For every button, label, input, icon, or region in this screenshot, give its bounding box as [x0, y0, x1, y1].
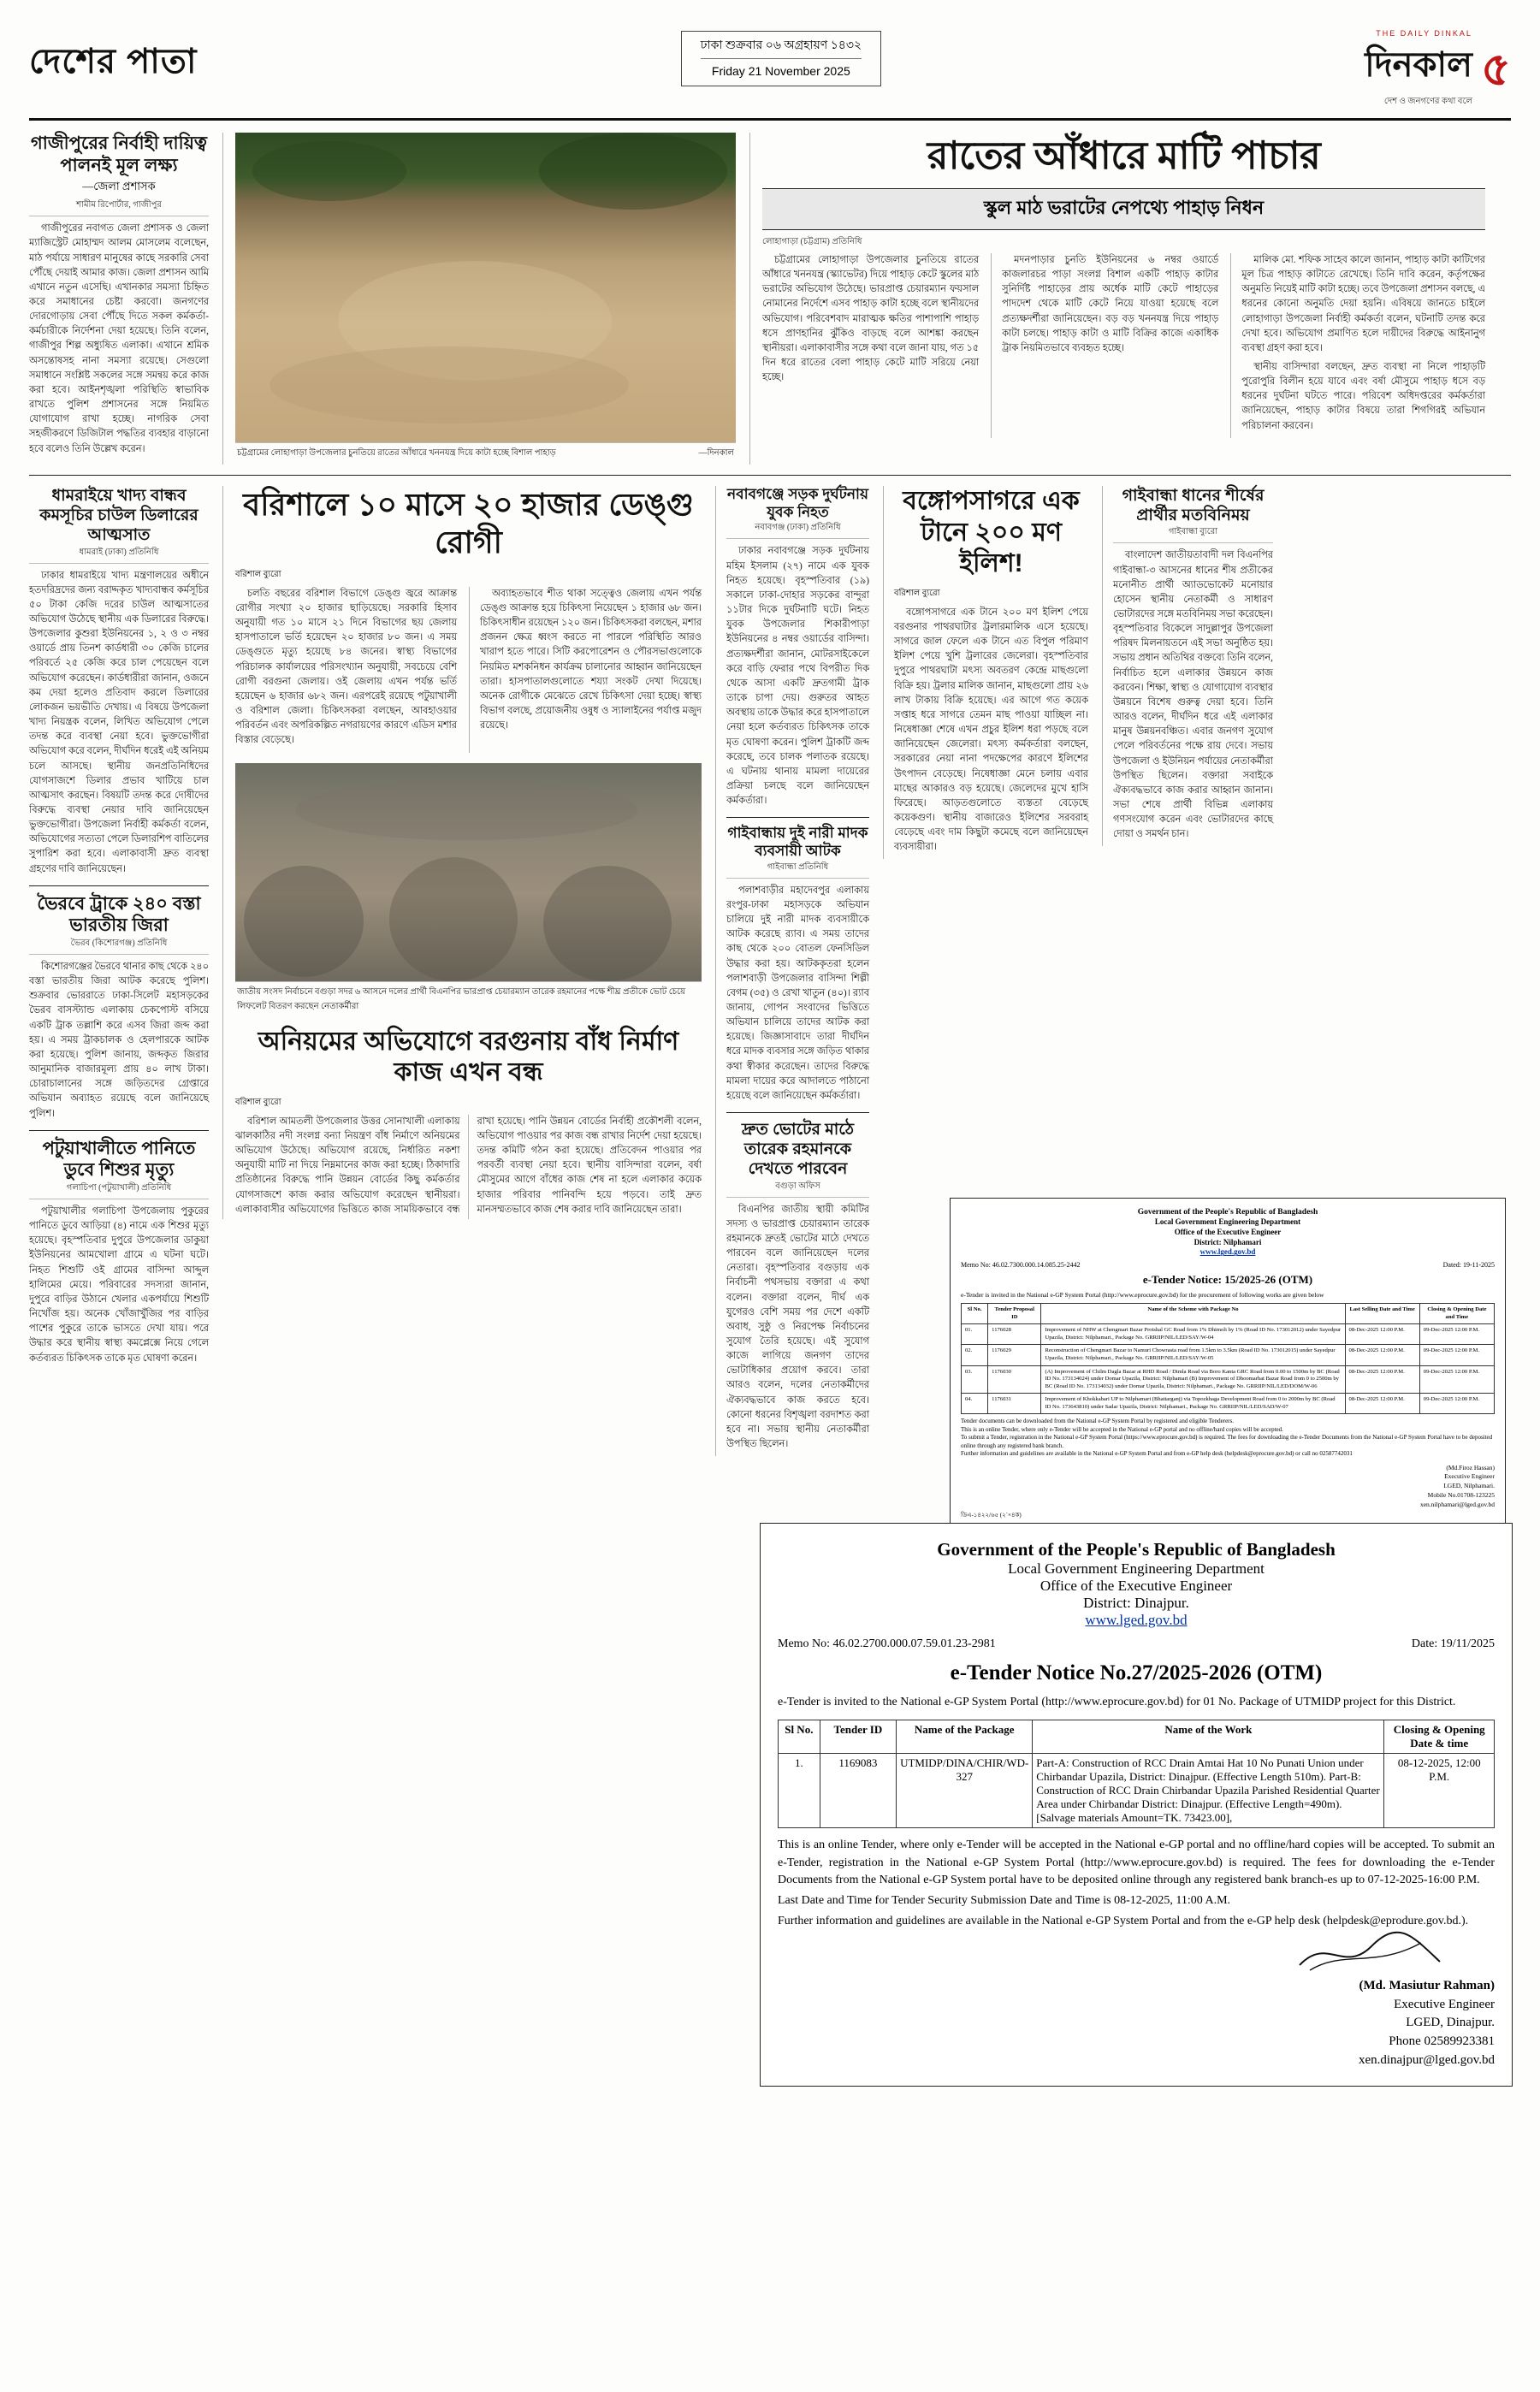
t1-th-0: Sl No.	[962, 1304, 988, 1324]
gaibandha-drug-body: পলাশবাড়ীর মহাদেবপুর এলাকায় রংপুর-ঢাকা মহাসড়কে অভিযান চালিয়ে দুই নারী মাদক ব্যবসায়ীকে আটক করেছে র‌্যাব। এ সময় তাদের কাছ থেকে ২০০ বোতল ফেনসিডিল উদ্ধার করা হয়। আটককৃতরা হলেন পলাশবাড়ী উপজেলার বাসিন্দা শিল্পী বেগম (৩৫) ও রেখা খাতুন (৪০)। র‌্যাব জানায়, গোপন সংবাদের ভিত্তিতে অভিযান চালিয়ে তাদের আটক করা হয়েছে। জিজ্ঞাসাবাদে তারা দীর্ঘদিন ধরে মাদক ব্যবসার সঙ্গে জড়িত থাকার কথা স্বীকার করেছেন। তাদের বিরুদ্ধে মামলা দায়ের করে আদালতে পাঠানো হয়েছে বলে জানিয়েছেন কর্মকর্তারা।	[726, 885, 869, 1101]
t2-sl: 1.	[779, 1754, 820, 1828]
nabab-byline: নবাবগঞ্জ (ঢাকা) প্রতিনিধি	[726, 521, 869, 539]
lead-photo	[235, 133, 736, 442]
nabab-body: ঢাকার নবাবগঞ্জে সড়ক দুর্ঘটনায় মহিম ইসলাম (২৭) নামে এক যুবক নিহত হয়েছে। বৃহস্পতিবার (১৯) সকালে ঢাকা-দোহার সড়কের বান্দুরা ১১টার দিকে দুর্ঘটনাটি ঘটে। নিহত যুবক উপজেলার শিকারীপাড়া ইউনিয়নের ৪ নম্বর ওয়ার্ডের বাসিন্দা। প্রত্যক্ষদর্শীরা জানান, মোটরসাইকেলে করে বাড়ি ফেরার পথে বিপরীত দিক থেকে আসা একটি দ্রুতগামী ট্রাক তাকে চাপা দেয়। গুরুতর আহত অবস্থায় তাকে উদ্ধার করে হাসপাতালে নেয়া হলে কর্তব্যরত চিকিৎসক তাকে মৃত ঘোষণা করেন। পুলিশ ট্রাকটি জব্দ করেছে, তবে চালক পলাতক রয়েছে। এ ঘটনায় থানায় মামলা দায়েরের প্রক্রিয়া চলছে বলে জানিয়েছেন কর্মকর্তারা।	[726, 546, 869, 807]
t1-th-2: Name of the Scheme with Package No	[1041, 1304, 1345, 1324]
t2-title: e-Tender Notice No.27/2025-2026 (OTM)	[950, 1661, 1323, 1684]
lead-headline: রাতের আঁধারে মাটি পাচার	[927, 133, 1321, 177]
dengue-headline: বরিশালে ১০ মাসে ২০ হাজার ডেঙ্গু রোগী	[243, 487, 694, 560]
gaibandha-byline: গাইবান্ধা ব্যুরো	[1113, 525, 1273, 543]
date-block	[681, 31, 881, 86]
t1-gov3: Office of the Executive Engineer	[1174, 1228, 1282, 1237]
dengue-byline: বরিশাল ব্যুরো	[235, 569, 281, 579]
t1-note4: Further information and guidelines are available in the National e-GP System Portal and from e-GP help desk (helpdesk@eprocure.gov.bd) or call no 02587742031	[961, 1450, 1353, 1458]
t1-sig-name: (Md.Firoz Hassan)	[1446, 1463, 1495, 1471]
tender-notice-dinajpur	[760, 1523, 1513, 2087]
t1-r0c2: Improvement of NHW at Chengmari Bazar Protshal GC Road from 1% Dhimoli by 1% (Road ID No. 173012012) under Sayedpur Upazila, District: Nilphamari., Package No. GRRIIP/NIL/LED/SAY/W-04	[1041, 1324, 1345, 1345]
t1-r3c3: 08-Dec-2025 12:00 P.M.	[1345, 1394, 1419, 1414]
t2-memo: Memo No: 46.02.2700.000.07.59.01.23-2981	[778, 1637, 996, 1650]
t1-r2c4: 09-Dec-2025 12:00 P.M.	[1419, 1365, 1494, 1394]
gaibandha-drug-byline: গাইবান্ধা প্রতিনিধি	[726, 861, 869, 879]
table-row	[962, 1394, 1495, 1414]
column-five	[1102, 486, 1273, 846]
barguna-body: বরিশাল আমতলী উপজেলার উত্তর সোনাখালী এলাকায় ঝালকাঠির নদী সংলগ্ন বন্যা নিয়ন্ত্রণ বাঁধ নির্মাণে অনিয়মের অভিযোগ উঠেছে। অভিযোগ রয়েছে, নির্ধারিত নকশা অনুযায়ী মাটি না দিয়ে নিম্নমানের কাজ করা হচ্ছে। ঠিকাদারি প্রতিষ্ঠানের বিরুদ্ধে পানি উন্নয়ন বোর্ডের কিছু কর্মকর্তার যোগসাজশে কাজ করার অভিযোগ করেছেন স্থানীয়রা। এলাকাবাসীর অভিযোগের ভিত্তিতে কাজ সাময়িকভাবে বন্ধ রাখা হয়েছে। পানি উন্নয়ন বোর্ডের নির্বাহী প্রকৌশলী বলেন, অভিযোগ পাওয়ার পর কাজ বন্ধ রাখার নির্দেশ দেয়া হয়েছে। তদন্ত কমিটি গঠন করা হয়েছে। প্রতিবেদন পাওয়ার পর পরবর্তী ব্যবস্থা নেয়া হবে। স্থানীয় বাসিন্দারা বলেন, বর্ষা মৌসুমের আগে বাঁধের কাজ শেষ না হলে এলাকার কয়েক হাজার পরিবার পানিবন্দি হয়ে পড়বে। তাই দ্রুত মানসম্মতভাবে কাজ শেষ করার দাবি জানিয়েছেন তারা।	[235, 1116, 702, 1215]
barguna-byline: বরিশাল ব্যুরো	[235, 1097, 281, 1107]
table-row	[779, 1754, 1495, 1828]
rally-photo-caption-row	[235, 981, 702, 1018]
column-mid	[222, 486, 702, 1219]
t1-sig-mail: xen.nilphamari@lged.gov.bd	[1419, 1501, 1495, 1508]
tarek-body: বিএনপির জাতীয় স্থায়ী কমিটির সদস্য ও ভারপ্রাপ্ত চেয়ারম্যান তারেক রহমানকে দ্রুতই ভোটের মাঠে দেখতে পারবেন বলে জানিয়েছেন দলের নেতারা। বৃহস্পতিবার বগুড়ায় এক নির্বাচনী পথসভায় বক্তারা এ কথা বলেন। বক্তারা বলেন, দীর্ঘ এক যুগেরও বেশি সময় পর দেশে একটি অবাধ, সুষ্ঠু ও নিরপেক্ষ নির্বাচনের সুযোগ তৈরি হয়েছে। এই সুযোগ কাজে লাগিয়ে জনগণ তাদের ভোটাধিকার প্রয়োগ করবে। তারা আরও বলেন, দলের নেতাকর্মীদের ঐক্যবদ্ধভাবে কাজ করতে হবে। কোনো ধরনের বিশৃঙ্খলা বরদাশত করা হবে না। সভায় স্থানীয় নেতাকর্মীরা উপস্থিত ছিলেন।	[726, 1204, 869, 1450]
lead-body-col3: মালিক মো. শফিক সাহেব কালে জানান, পাহাড় কাটা কাটিগের মূল চিত্র পাহাড় কাটাতে রেখেছে। তিনি দাবি করেন, কর্তৃপক্ষের অনুমতি নিয়েই মাটি কাটা হচ্ছে। তবে উপজেলা প্রশাসন বলছে, এ ধরনের কোনো অনুমতি দেয়া হয়নি। এবিষয়ে জানতে চাইলে লোহাগাড়া উপজেলা নির্বাহী কর্মকর্তা বলেন, ঘটনাটি তদন্ত করে দেখা হবে। অভিযোগ প্রমাণিত হলে দায়ীদের বিরুদ্ধে আইনানুগ ব্যবস্থা গ্রহণ করা হবে। স্থানীয় বাসিন্দারা বলছেন, দ্রুত ব্যবস্থা না নিলে পাহাড়টি পুরোপুরি বিলীন হয়ে যাবে এবং বর্ষা মৌসুমে পাহাড় ধসে বড় ধরনের দুর্ঘটনা ঘটতে পারে। পরিবেশ অধিদপ্তরের কর্মকর্তারা জানিয়েছেন, পাহাড় কাটার বিষয়ে তারা শিগগিরই অভিযান পরিচালনা করবেন।	[1230, 253, 1485, 438]
t1-r0c4: 09-Dec-2025 12:00 P.M.	[1419, 1324, 1494, 1345]
story1-headline: গাজীপুরের নির্বাহী দায়িত্ব পালনই মূল লক্ষ্য	[31, 133, 207, 175]
masthead	[29, 22, 1511, 121]
t1-th-1: Tender Proposal ID	[988, 1304, 1041, 1324]
t1-gov1: Government of the People's Republic of Bangladesh	[1137, 1208, 1318, 1217]
lead-photo-caption-row	[235, 442, 736, 465]
t1-r2c1: 1176030	[988, 1365, 1041, 1394]
t1-note2: This is an online Tender, where only e-Tender will be accepted in the National e-GP portal and no offline/hard copies will be accepted.	[961, 1425, 1283, 1433]
t1-gov4: District: Nilphamari	[1194, 1237, 1262, 1246]
hilsa-body: বঙ্গোপসাগরে এক টানে ২০০ মণ ইলিশ পেয়ে বরগুনার পাথরঘাটার ট্রলারমালিক এসে হয়েছে। সাগরে জাল ফেলে এক টানে এত বিপুল পরিমাণ ইলিশ পেয়ে খুশি ট্রলারের জেলেরা। বৃহস্পতিবার দুপুরে পাথরঘাটা মৎস্য অবতরণ কেন্দ্রে মাছগুলো বিক্রি হয়। ট্রলার মালিক জানান, মাছগুলো প্রায় ২৬ লাখ টাকায় বিক্রি হয়েছে। এর আগে গত কয়েক সপ্তাহ ধরে সাগরে তেমন মাছ পাওয়া যাচ্ছিল না। নিষেধাজ্ঞা শেষে এখন প্রচুর ইলিশ ধরা পড়ছে বলে জানিয়েছেন জেলেরা। মৎস্য কর্মকর্তারা বলছেন, সরকারের নেয়া নানা পদক্ষেপের কারণে ইলিশের উৎপাদন বেড়েছে। নিষেধাজ্ঞা মেনে চলায় এবার মাছের আকারও বড় হয়েছে। জেলেদের মুখে হাসি ফিরেছে। আড়তগুলোতে ব্যস্ততা বেড়েছে কয়েকগুণ। স্থানীয় বাজারেও ইলিশের সরবরাহ বেড়েছে এবং দাম কিছুটা কমেছে বলে জানিয়েছেন ব্যবসায়ীরা।	[894, 607, 1088, 853]
story2-byline: ধামরাই (ঢাকা) প্রতিনিধি	[29, 546, 209, 564]
t2-website-link[interactable]: www.lged.gov.bd	[1085, 1612, 1188, 1628]
t1-footer: ডিএ-১৪২২/৬৫ (২´×৪ক)	[961, 1511, 1022, 1519]
tarek-headline: দ্রুত ভোটের মাঠে তারেক রহমানকে দেখতে পারবেন	[741, 1121, 855, 1179]
table-row	[962, 1324, 1495, 1345]
story2-headline: ধামরাইয়ে খাদ্য বান্ধব কমসূচির চাউল ডিলারের আত্মসাত	[39, 487, 198, 545]
hilsa-headline: বঙ্গোপসাগরে এক টানে ২০০ মণ ইলিশ!	[903, 487, 1080, 578]
t2-date: Date: 19/11/2025	[1411, 1637, 1495, 1650]
story3-byline: ভৈরব (কিশোরগঞ্জ) প্রতিনিধি	[29, 937, 209, 955]
gaibandha-headline: গাইবান্ধা ধানের শীর্ষের প্রার্থীর মতবিনিময়	[1122, 487, 1265, 525]
column-three	[715, 486, 869, 1456]
t2-note3: Further information and guidelines are available in the National e-GP System Portal and from the e-GP help desk (helpdesk@eprodure.gov.bd.).	[778, 1915, 1469, 1928]
column-left	[29, 133, 209, 465]
t2-gov2: Local Government Engineering Department	[1008, 1560, 1265, 1577]
t2-note1: This is an online Tender, where only e-Tender will be accepted in the National e-GP portal and no offline/hard copies will be accepted. To submit an e-Tender, registration in the National e-GP System Portal (http://www.eprocure.gov.bd) is required. The fees for downloading the e-Tender Documents from the National e-GP System portal have to be deposited online through any registered bank branch-es up to 07-12-2025-16:00 P.M.	[778, 1838, 1495, 1886]
story1-byline: শামীম রিপোর্টার, গাজীপুর	[29, 198, 209, 216]
t1-r3c2: Improvement of Khokkabari UP to Nilphamari (Bhattarganj) via Topozkhaga Development Road from 0 to 2000m by BC (Road ID No. 173643810) under Sadar Upazila, District: Nilphamari., Package No. GRRIIP/NIL/LED/SAD/W-07	[1041, 1394, 1345, 1414]
story1-body: গাজীপুরের নবাগত জেলা প্রশাসক ও জেলা ম্যাজিস্ট্রেট মোহাম্মদ আলম মোসলেম বলেছেন, মাঠ পর্যায়ে সাধারণ মানুষের কাছে সরকারি সেবা পৌঁছে দেয়াই আমার কাজ। জেলা প্রশাসন আমি এখানে নতুন এসেছি। এখানকার সমস্যা চিহ্নিত করে সমাধানের চেষ্টা করবো। জনগণের দোরগোড়ায় সেবা পৌঁছে দিতে সকল কর্মকর্তা-কর্মচারীকে নির্দেশনা দেয়া হয়েছে। তিনি বলেন, গাজীপুর শিল্প অধ্যুষিত এলাকা। এখানে শ্রমিক অসন্তোষসহ নানা সমস্যা রয়েছে। সেগুলো সমাধানে সংশ্লিষ্ট সকলের সঙ্গে সমন্বয় করে কাজ করা হবে। আইনশৃঙ্খলা পরিস্থিতি স্বাভাবিক রাখতে পুলিশ প্রশাসনের সঙ্গে নিয়মিত যোগাযোগ রাখা হচ্ছে। নাগরিক সেবা সহজীকরণে ডিজিটাল পদ্ধতির ব্যবহার বাড়ানো হবে বলেও তিনি উল্লেখ করেন।	[29, 223, 209, 454]
t1-sig-org: LGED, Nilphamari.	[1443, 1482, 1495, 1490]
rally-photo-caption: জাতীয় সংসদ নির্বাচনে বগুড়া সদর ৬ আসনে দলের প্রার্থী বিএনপির ভারপ্রাপ্ত চেয়ারম্যান তারেক রহমানের পক্ষে শীঘ্র প্রতীকে ভোট চেয়ে লিফলেট বিতরণ করছেন নেতাকর্মীরা	[237, 986, 686, 1011]
t1-r1c2: Reconstruction of Chengmari Bazar to Namuri Chowrasta road from 1.5km to 3.5km (Road ID No. 173012015) under Sayedpur Upazila, District: Nilphamari., Package No. GRRIIP/NIL/LED/SAY/W-05	[1041, 1345, 1345, 1365]
t1-sig-phone: Mobile No.01708-123225	[1427, 1491, 1495, 1500]
barguna-headline: অনিয়মের অভিযোগে বরগুনায় বাঁধ নির্মাণ কাজ এখন বন্ধ	[258, 1027, 679, 1087]
t1-r1c0: 02.	[962, 1345, 988, 1365]
t1-th-3: Last Selling Date and Time	[1345, 1304, 1419, 1324]
t2-sig-phone: Phone 02589923381	[1389, 2034, 1495, 2049]
column-left-lower	[29, 486, 209, 1371]
t1-sig-title: Executive Engineer	[1444, 1472, 1495, 1481]
t2-gov3: Office of the Executive Engineer	[1040, 1578, 1233, 1594]
t1-r2c3: 08-Dec-2025 12:00 P.M.	[1345, 1365, 1419, 1394]
t1-note3: To submit a Tender, registration in the National e-GP System Portal (https://www.eprocure.gov.bd) is required. The fees for downloading the e-Tender Documents from the National e-GP System Portal have to be deposited online through any registered bank branch.	[961, 1434, 1493, 1449]
rally-photo	[235, 763, 702, 981]
t2-th-2: Name of the Package	[897, 1720, 1033, 1754]
table-row	[962, 1345, 1495, 1365]
t2-tender-id: 1169083	[820, 1754, 896, 1828]
story3-body: কিশোরগঞ্জের ভৈরবে থানার কাছ থেকে ২৪০ বস্তা ভারতীয় জিরা আটক করেছে পুলিশ। শুক্রবার ভোররাতে ঢাকা-সিলেট মহাসড়কের ভৈরব বাসস্ট্যান্ড এলাকায় চেকপোস্ট বসিয়ে একটি ট্রাক তল্লাশি করে এসব জিরা জব্দ করা হয়। এ সময় ট্রাকচালক ও হেলপারকে আটক করা হয়েছে। পুলিশ জানায়, জব্দকৃত জিরার আনুমানিক বাজারমূল্য প্রায় ৪০ লাখ টাকা। চোরাচালানের সঙ্গে জড়িতদের গ্রেপ্তারে অভিযান অব্যাহত রয়েছে বলে জানিয়েছে পুলিশ।	[29, 962, 209, 1119]
brand-subtitle: দেশ ও জনগণের কথা বলে	[1383, 97, 1472, 106]
t1-r0c3: 08-Dec-2025 12:00 P.M.	[1345, 1324, 1419, 1345]
t1-intro: e-Tender is invited in the National e-GP System Portal (http://www.eprocure.gov.bd) for the procurement of following works are given below	[961, 1291, 1324, 1300]
t1-r1c4: 09-Dec-2025 12:00 P.M.	[1419, 1345, 1494, 1365]
gaibandha-drug-headline: গাইবান্ধায় দুই নারী মাদক ব্যবসায়ী আটক	[727, 825, 868, 860]
table-row	[962, 1365, 1495, 1394]
tender-notice-nilphamari	[950, 1198, 1506, 1529]
tarek-byline: বগুড়া অফিস	[726, 1180, 869, 1198]
t1-th-4: Closing & Opening Date and Time	[1419, 1304, 1494, 1324]
gaibandha-body: বাংলাদেশ জাতীয়তাবাদী দল বিএনপির গাইবান্ধা-৩ আসনের ধানের শীষ প্রতীকের মনোনীত প্রার্থী অ্যাডভোকেট মনোয়ার হোসেন স্থানীয় নেতাকর্মী ও সাধারণ ভোটারদের সঙ্গে মতবিনিময় সভা করেছেন। বৃহস্পতিবার বিকেলে সাদুল্লাপুর উপজেলা পরিষদ মিলনায়তনে এই সভা অনুষ্ঠিত হয়। সভায় প্রধান অতিথির বক্তব্যে তিনি বলেন, নির্বাচিত হলে এলাকার উন্নয়নে কাজ করবেন। শিক্ষা, স্বাস্থ্য ও যোগাযোগ ব্যবস্থার উন্নয়নে বিশেষ গুরুত্ব দেয়া হবে। তিনি আরও বলেন, দীর্ঘদিন ধরে এই এলাকার মানুষ উন্নয়নবঞ্চিত। এবার জনগণ সুযোগ পেলে পরিবর্তনের পক্ষে রায় দেবে। সভায় উপজেলা ও ইউনিয়ন পর্যায়ের নেতাকর্মীরা উপস্থিত ছিলেন। বক্তারা সবাইকে ঐক্যবদ্ধভাবে কাজ করার আহ্বান জানান। সভা শেষে প্রার্থী বিভিন্ন এলাকায় গণসংযোগ করেন এবং ভোটারদের কাছে দোয়া ও সমর্থন চান।	[1113, 550, 1273, 840]
t2-gov4: District: Dinajpur.	[1083, 1595, 1189, 1611]
lead-story	[749, 133, 1485, 465]
brand-tagline-en: THE DAILY DINKAL	[1376, 29, 1472, 38]
lead-byline: লোহাগাড়া (চট্টগ্রাম) প্রতিনিধি	[762, 236, 862, 246]
brand-name: দিনকাল	[1365, 46, 1472, 84]
t2-th-0: Sl No.	[779, 1720, 820, 1754]
brand-block	[1365, 22, 1511, 110]
t1-r1c3: 08-Dec-2025 12:00 P.M.	[1345, 1345, 1419, 1365]
t1-r3c4: 09-Dec-2025 12:00 P.M.	[1419, 1394, 1494, 1414]
lead-photo-block	[222, 133, 736, 465]
t2-closing: 08-12-2025, 12:00 P.M.	[1384, 1754, 1495, 1828]
t1-table	[961, 1303, 1495, 1414]
t2-th-3: Name of the Work	[1033, 1720, 1384, 1754]
story4-body: পটুয়াখালীর গলাচিপা উপজেলায় পুকুরের পানিতে ডুবে আড়িয়া (৪) নামে এক শিশুর মৃত্যু হয়েছে। বৃহস্পতিবার দুপুরে উপজেলার ডাকুয়া ইউনিয়নের আমখোলা গ্রামে এ ঘটনা ঘটে। নিহত শিশুটি ওই গ্রামের বাসিন্দা আব্দুল হালিমের মেয়ে। পরিবারের সদস্যরা জানান, দুপুরে বাড়ির উঠানে খেলার একপর্যায়ে শিশুটি নিখোঁজ হয়। অনেক খোঁজাখুঁজির পর বাড়ির পাশের পুকুরে তাকে ভাসতে দেখা যায়। পরে উদ্ধার করে স্থানীয় স্বাস্থ্য কমপ্লেক্সে নিয়ে গেলে কর্তব্যরত চিকিৎসক তাকে মৃত ঘোষণা করেন।	[29, 1205, 209, 1364]
t1-gov2: Local Government Engineering Department	[1154, 1217, 1301, 1227]
t2-sig-org: LGED, Dinajpur.	[1406, 2016, 1495, 2030]
t2-th-4: Closing & Opening Date & time	[1384, 1720, 1495, 1754]
lead-subhead: স্কুল মাঠ ভরাটের নেপথ্যে পাহাড় নিধন	[762, 188, 1485, 230]
story1-sub: —জেলা প্রশাসক	[82, 180, 156, 193]
story3-headline: ভৈরবে ট্রাকে ২৪০ বস্তা ভারতীয় জিরা	[37, 893, 201, 936]
t2-table	[778, 1720, 1495, 1828]
t1-website-link[interactable]: www.lged.gov.bd	[1199, 1247, 1256, 1257]
section-title: দেশের পাতা	[29, 43, 198, 80]
t2-package: UTMIDP/DINA/CHIR/WD-327	[897, 1754, 1033, 1828]
t1-title: e-Tender Notice: 15/2025-26 (OTM)	[1142, 1273, 1313, 1287]
t1-memo: Memo No: 46.02.7300.000.14.085.25-2442	[961, 1261, 1081, 1270]
t1-r1c1: 1176029	[988, 1345, 1041, 1365]
t1-r2c0: 03.	[962, 1365, 988, 1394]
nabab-headline: নবাবগঞ্জে সড়ক দুর্ঘটনায় যুবক নিহত	[727, 486, 868, 520]
lead-body-col2: মদনপাড়ার চুনতি ইউনিয়নের ৬ নম্বর ওয়ার্ডে কাজলারচর পাড়া সংলগ্ন বিশাল একটি পাহাড় কাটার সুনির্দিষ্ট পাহাড়ের প্রায় অর্ধেক মাটি কেটে পাহাড়ের পাদদেশ থেকে মাটি কেটে নিয়ে যাওয়া হয়েছে বলে প্রত্যক্ষদর্শীরা জানিয়েছেন। বড় বড় খননযন্ত্র দিয়ে পাহাড় কাটা চলছে। পাহাড় কাটা ও মাটি বিক্রির কাজে একাধিক ট্রাক নিয়মিতভাবে ব্যবহৃত হচ্ছে।	[991, 253, 1218, 438]
lead-photo-credit: —দিনকাল	[698, 448, 734, 458]
lead-photo-caption: চট্টগ্রামের লোহাগাড়া উপজেলার চুনতিয়ে রাতের আঁধারে খননযন্ত্র দিয়ে কাটা হচ্ছে বিশাল পাহাড়	[237, 448, 556, 458]
dengue-body-col2: অব্যাহতভাবে শীত থাকা সত্ত্বেও জেলায় এখন পর্যন্ত ডেঙ্গু আক্রান্ত হয়ে চিকিৎসা নিয়েছেন ১ হাজার ৬৮ জন। চিকিৎসাধীন রয়েছেন ১২০ জন। চিকিৎসকরা বলছেন, মশার প্রজনন ক্ষেত্র ধ্বংস করতে না পারলে পরিস্থিতি আরও খারাপ হতে পারে। সিটি করপোরেশন ও পৌরসভাগুলোকে নিয়মিত মশকনিধন কার্যক্রম চালানোর আহ্বান জানিয়েছেন তারা। হাসপাতালগুলোতে শয্যা সংকট দেখা দিয়েছে। অনেক রোগীকে মেঝেতে রেখে চিকিৎসা দেয়া হচ্ছে। স্বাস্থ্য বিভাগ বলছে, প্রয়োজনীয় ওষুধ ও স্যালাইনের পর্যাপ্ত মজুদ রয়েছে।	[469, 587, 702, 753]
hilsa-byline: বরিশাল ব্যুরো	[894, 588, 940, 598]
date-english: Friday 21 November 2025	[701, 58, 862, 80]
story2-body: ঢাকার ধামরাইয়ে খাদ্য মন্ত্রণালয়ের অধীনে হতদরিদ্রদের জন্য বরাদ্দকৃত খাদ্যবান্ধব কর্মসূচির ৫০ টাকা কেজি দরের চাউল আত্মসাতের অভিযোগ উঠেছে স্থানীয় এক ডিলারের বিরুদ্ধে। উপজেলার কুশুরা ইউনিয়নের ১, ২ ও ৩ নম্বর ওয়ার্ডে প্রায় তিনশ কার্ডধারী ৩০ কেজি চালের পরিবর্তে ২৫ কেজি করে চাল পেয়েছেন বলে অভিযোগ করেছেন। কার্ডধারীরা জানান, ওজনে কম দেয়া হলেও প্রতিবাদ করলে ডিলারের লোকজন ভয়ভীতি দেখায়। এ বিষয়ে উপজেলা খাদ্য নিয়ন্ত্রক বলেন, লিখিত অভিযোগ পেলে তদন্ত করে ব্যবস্থা নেয়া হবে। ভুক্তভোগীরা অভিযোগ করে বলেন, দীর্ঘদিন ধরেই এই অনিয়ম চলে আসছে। স্থানীয় জনপ্রতিনিধিদের যোগসাজশে ডিলার প্রভাব খাটিয়ে চাল আত্মসাৎ করছেন। বিষয়টি তদন্ত করে দোষীদের বিরুদ্ধে ব্যবস্থা নেয়ার দাবি জানিয়েছেন ভুক্তভোগীরা। উপজেলা নির্বাহী কর্মকর্তা বলেন, অভিযোগের সত্যতা পেলে ডিলারশিপ বাতিলের সুপারিশ করা হবে। এলাকাবাসী দ্রুত ব্যবস্থা গ্রহণের দাবি জানিয়েছেন।	[29, 570, 209, 874]
page-number: ৫	[1480, 43, 1511, 95]
signature-mark	[778, 1931, 1495, 1977]
t1-dated: Dated: 19-11-2025	[1442, 1261, 1495, 1270]
t2-sig-title: Executive Engineer	[1394, 1997, 1495, 2011]
dengue-body-col1: চলতি বছরের বরিশাল বিভাগে ডেঙ্গু জ্বরে আক্রান্ত রোগীর সংখ্যা ২০ হাজার ছাড়িয়েছে। সরকারি হিসাব অনুযায়ী গত ১০ মাসে ২১ দিনে বিভাগের ছয় জেলায় হাসপাতালে ভর্তি হয়েছেন ২০ হাজার ৮০ জন। এ সময় ডেঙ্গুতে মৃত্যু হয়েছে ৮৪ জনের। স্বাস্থ্য বিভাগের পরিচালক কার্যালয়ের পরিসংখ্যান অনুযায়ী, সবচেয়ে বেশি রোগী বরগুনা জেলায়। ওই জেলায় এখন পর্যন্ত ভর্তি হয়েছেন ৬ হাজার ৬৮২ জন। এরপরেই রয়েছে পটুয়াখালী ও বরিশাল জেলা। চিকিৎসকরা বলছেন, আবহাওয়ার পরিবর্তন এবং অপরিকল্পিত নগরায়ণের কারণে এডিস মশার বিস্তার বেড়েছে।	[235, 588, 457, 746]
story4-byline: গলাচিপা (পটুয়াখালী) প্রতিনিধি	[29, 1181, 209, 1199]
column-four	[883, 486, 1088, 859]
t1-r2c2: (A) Improvement of Chilm Dagla Bazar at RHD Road / Dimla Road via Boro Kanta GRC Road from 0.00 to 1500m by BC (Road ID No. 173134024) under Domar Upazila, District: Nilphamari (B) Improvement of Dhoomarhat Bazar Road from 0 to 2500m by BC (Road ID No. 173134032) under Domar Upazila, District: Nilphamari., Package No. GRRIIP/NIL/LED/DOM/W-06	[1041, 1365, 1345, 1394]
t1-r0c1: 1176028	[988, 1324, 1041, 1345]
t2-note2: Last Date and Time for Tender Security Submission Date and Time is 08-12-2025, 11:00 A.M.	[778, 1894, 1231, 1908]
story4-headline: পটুয়াখালীতে পানিতে ডুবে শিশুর মৃত্যু	[42, 1138, 196, 1181]
t1-r3c0: 04.	[962, 1394, 988, 1414]
t1-r3c1: 1176031	[988, 1394, 1041, 1414]
date-bangla: ঢাকা শুক্রবার ০৬ অগ্রহায়ণ ১৪৩২	[700, 39, 862, 52]
t1-r0c0: 01.	[962, 1324, 988, 1345]
t2-gov1: Government of the People's Republic of Bangladesh	[937, 1539, 1336, 1560]
lead-body-col1: চট্টগ্রামের লোহাগাড়া উপজেলার চুনতিয়ে রাতের আঁধারে খননযন্ত্র (স্ক্যাভেটর) দিয়ে পাহাড় কেটে স্কুলের মাঠ ভরাটের অভিযোগ উঠেছে। ভারপ্রাপ্ত চেয়ারম্যান ফয়সাল নোমানের নির্দেশে এসব পাহাড় কাটা হচ্ছে বলে স্থানীয়দের অভিযোগ। পরিবেশবাদ মারাত্মক ক্ষতির পাশাপাশি পাহাড় ধসে প্রাণহানির ঝুঁকিও বাড়ছে বলে আশঙ্কা করছেন স্থানীয়রা। এলাকাবাসীর সঙ্গে কথা বলে জানা যায়, গত ১৫ দিন ধরে রাতের বেলা পাহাড় কেটে মাটি সরিয়ে নেয়া হচ্ছে।	[762, 254, 980, 383]
t2-sig-name: (Md. Masiutur Rahman)	[1359, 1978, 1495, 1992]
t2-sig-mail: xen.dinajpur@lged.gov.bd	[1358, 2052, 1495, 2067]
t1-note1: Tender documents can be downloaded from the National e-GP System Portal by registered and eligible Tenderers.	[961, 1418, 1234, 1425]
t2-work: Part-A: Construction of RCC Drain Amtai Hat 10 No Punati Union under Chirbandar Upazila, District: Dinajpur. (Effective Length 510m). Part-B: Construction of RCC Drain Chirbandar Upazila Parished Residential Quarter Area under Chirbandar District: Dinajpur. (Effective Length=490m). [Salvage materials Amount=TK. 73423.00],	[1033, 1754, 1384, 1828]
t2-intro: e-Tender is invited to the National e-GP System Portal (http://www.eprocure.gov.bd) for 01 No. Package of UTMIDP project for this District.	[778, 1696, 1456, 1708]
t2-th-1: Tender ID	[820, 1720, 896, 1754]
